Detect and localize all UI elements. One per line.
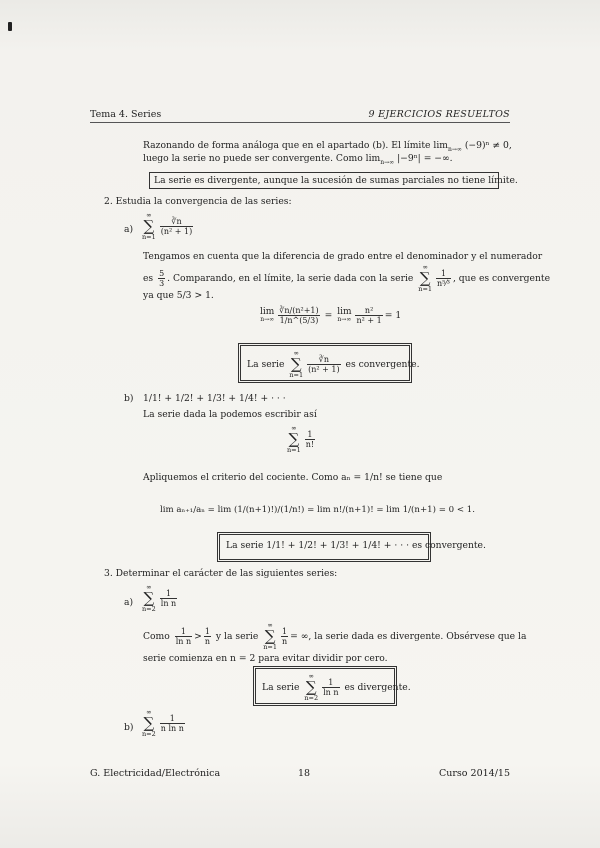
ex3a-line2: serie comienza en n = 2 para evitar dividir por cero. <box>143 653 388 664</box>
ex2b-line1: La serie dada la podemos escribir así <box>143 409 317 420</box>
ex2a-result-box: La serie ∞ ∑ n=1 $\frac{∛n}{\text{(n² + 1)}}$ es convergente. <box>240 345 410 381</box>
footer-degree: G. Electricidad/Electrónica <box>90 768 221 779</box>
block1-result-box: La serie es divergente, aunque la sucesión de sumas parciales no tiene límite. <box>149 172 499 189</box>
block1-line2: luego la serie no puede ser convergente. Como $\lim_{n\to\infty} |-9^n|$ = −∞. <box>143 153 453 166</box>
ex3b-label: b) <box>124 722 134 733</box>
ex2-title: 2. Estudia la convergencia de las series: <box>104 196 292 207</box>
ex2b-result-box: La serie 1/1! + 1/2! + 1/3! + 1/4! + · · · es convergente. <box>219 534 429 560</box>
ex2b-series: 1/1! + 1/2! + 1/3! + 1/4! + · · · <box>143 393 286 404</box>
ex2b-sum: ∞ ∑ n=1 $\frac{1}{n!}$ <box>287 424 315 454</box>
ex3b-series: ∞ ∑ n=2 $\frac{1}{\text{n ln n}}$ <box>142 708 184 738</box>
header-section: 9 EJERCICIOS RESUELTOS <box>368 109 510 120</box>
footer-course: Curso 2014/15 <box>438 768 510 779</box>
block1-line1: Razonando de forma análoga que en el apartado (b). El límite $\lim_{n\to\infty} (-9)^n \ne 0$, <box>143 140 512 153</box>
scan-mark <box>8 22 12 31</box>
ex2b-line2: Apliquemos el criterio del cociente. Como aₙ = 1/n! se tiene que <box>143 472 443 483</box>
ex3a-line1: Como $\frac{1}{\text{ln n}}$ > $\frac{1}{n}$ y la serie ∞ ∑ n=1 $\frac{1}{n}$ = ∞, la serie dada es divergente. Obsérvese que la <box>143 621 527 651</box>
header-chapter: Tema 4. Series <box>90 109 162 120</box>
ex3-title: 3. Determinar el carácter de las siguientes series: <box>104 568 338 579</box>
ex3a-label: a) <box>124 597 134 608</box>
ex2b-ratio: lim aₙ₊₁/aₙ = lim (1/(n+1)!)/(1/n!) = lim n!/(n+1)! = lim 1/(n+1) = 0 < 1. <box>160 505 475 515</box>
ex2b-label: b) <box>124 393 134 404</box>
ex2a-line2: es $\frac{5}{3}$ . Comparando, en el límite, la serie dada con la serie ∞ ∑ n=1 $\frac{1}{\text{n⁵⁄³}}$ , que es convergente <box>143 263 551 293</box>
ex2a-label: a) <box>124 224 134 235</box>
ex3a-result-box: La serie ∞ ∑ n=2 $\frac{1}{\text{ln n}}$ es divergente. <box>255 668 395 704</box>
footer-page-number: 18 <box>298 768 311 779</box>
ex2a-limit: lim n→∞ $\frac{\text{∛n/(n²+1)}}{1/n\^{}(5/3)}$ = lim n→∞ $\frac{\text{n²}}{\text{n² + 1}}$ = 1 <box>260 306 402 325</box>
header-rule <box>90 122 510 123</box>
ex2a-line3: ya que 5/3 > 1. <box>143 290 214 301</box>
ex2a-series: ∞ ∑ n=1 $\frac{∛n}{\text{(n² + 1)}}$ <box>142 211 193 241</box>
ex3a-series: ∞ ∑ n=2 $\frac{1}{\text{ln n}}$ <box>142 583 177 613</box>
ex2a-line1: Tengamos en cuenta que la diferencia de grado entre el denominador y el numerador <box>143 251 543 262</box>
